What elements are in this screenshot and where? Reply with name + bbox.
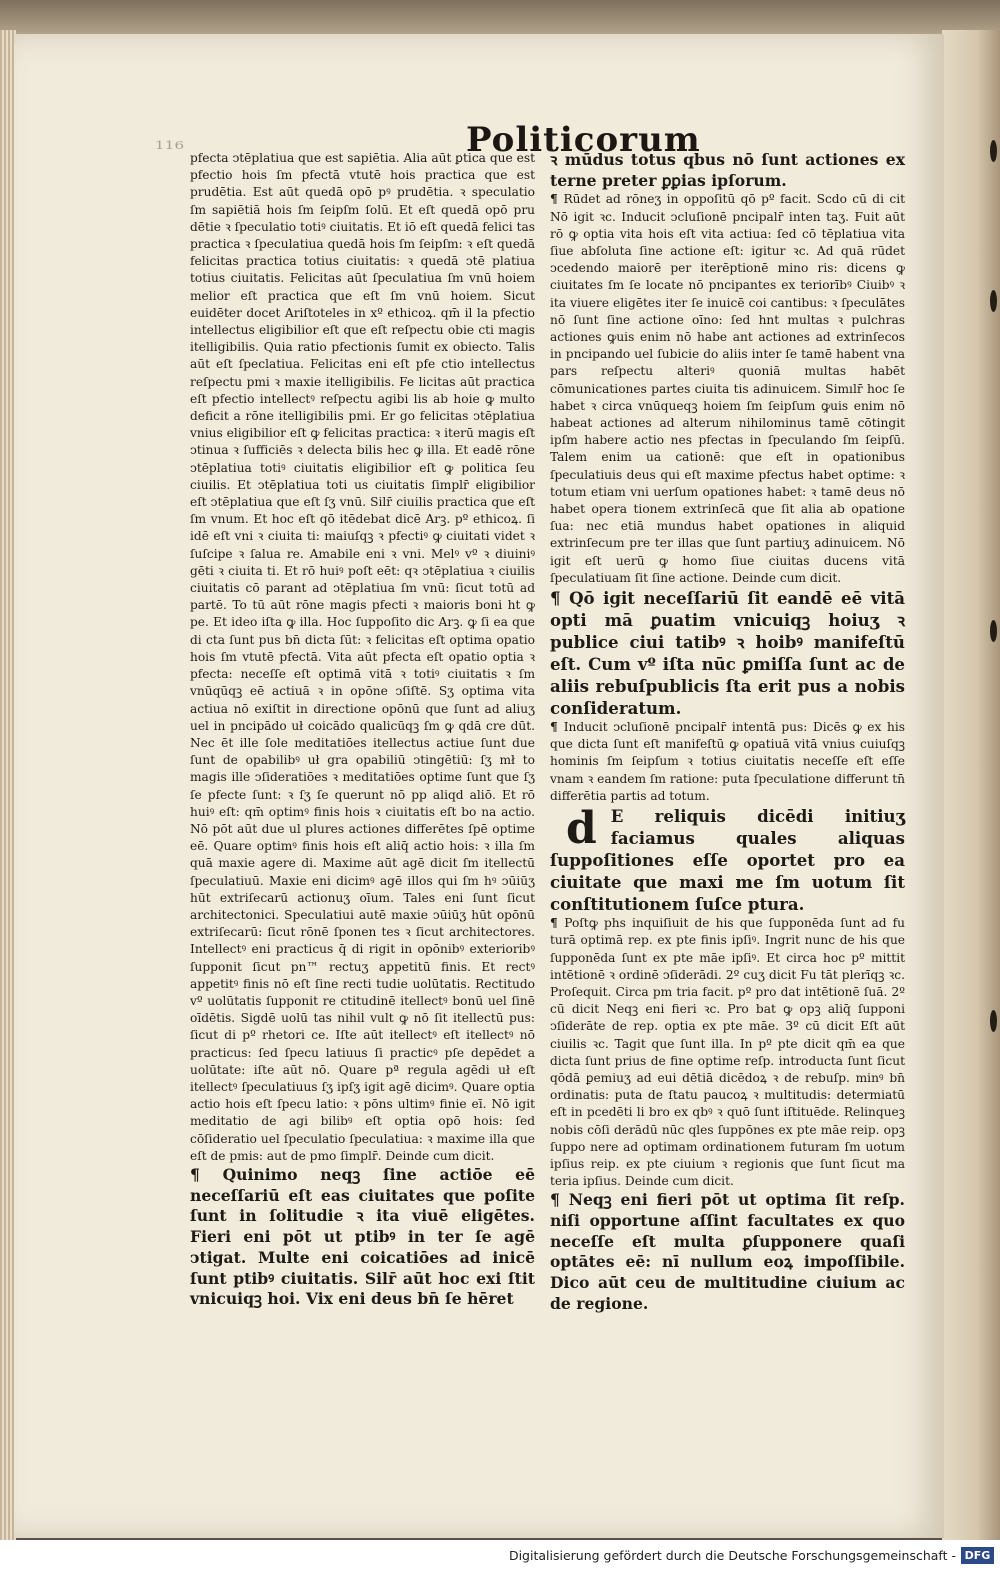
lemma-paragraph [550,1190,905,1314]
lemma-paragraph-with-initial [550,805,905,915]
running-title: Politicorum [466,120,701,160]
commentary-paragraph [550,719,905,805]
lemma-text: Neqꝫ eni fieri pōt ut optima ſit reſp. niſi opportune aſſint facultates ex quo neceſſe eſt multa ꝑſupponere quaſi optātes eē: nī nullum eoꝝ impoſſibile. Dico aūt ceu de multitudine ciuium ac de regione. [550,1190,905,1313]
guide-letter: d [566,803,597,855]
commentary-text: Inducit ↄcluſionē pncipalr̄ intentā pus: Dicēs ꝙ ex his que dicta ſunt eſt manifeſtū ꝙ opatiuā vitā vnius cuiuſqꝫ hominis ſm ſeipſum ꝛ totius ciuitatis neceſſe eſt eſſe vnam ꝛ eandem ſm ratione: puta ſpeculatione differunt tn̄ differētia partis ad totum. [550,720,905,803]
text-column-right [550,150,905,1315]
paragraph-mark-icon: ¶ [550,916,565,931]
lemma-text: Quinimo neqꝫ ſine actiōe eē neceſſariū eſt eas ciuitates que poſite ſunt in ſolitudie ꝛ ita viuē eligētes. Fieri eni pōt ut ptibꝰ in ter ſe agē ↄtigat. Multe eni coicatiōes ad inicē ſunt ptibꝰ ciuitatis. Silr̄ aūt hoc exi ſtit vnicuiqꝫ hoi. Vix eni deus bn̄ ſe hēret [190,1164,535,1309]
funding-credit: Digitalisierung gefördert durch die Deutsche Forschungsgemeinschaft - [508,1548,956,1563]
binding-mark [990,290,997,312]
binding-mark [990,140,997,162]
commentary-text: Rūdet ad rōneʒ in oppoſitū qō pº facit. Scdo cū di cit Nō igit ꝛc. Inducit ↄcluſionē pncipalr̄ inten taʒ. Fuit aūt rō ꝙ optia vita hois eſt vita actiua: ſed cō tēplatiua vita ſiue abſoluta ſine actione eſt: igitur ꝛc. Ad quā rūdet ↄcedendo maiorē per iterēptionē mino ris: dicens ꝙ ciuitates ſm ſe locate nō pncipantes ex teriorībꝰ Ciuibꝰ ꝛ ita viuere eligētes iter ſe inuicē coi cantibus: ꝛ ſpeculātes nō ſunt ſine actione oīno: ſed hnt multas ꝛ pulchras actiones ꝙuis enim nō habe ant actiones ad extrinſecos in pncipando uel ſubicie do aliis inter ſe tamē habent vna pars reſpectu alteriꝰ quoniā multas habēt cōmunicationes partes ciuita tis adinuicem. Simılr̄ hoc ſe habet ꝛ circa vnūqueqꝫ hoiem ſm ſeipſum ꝙuis enim nō habeat actiones ad alterum nihilominus tamē cōtingit ipſm habere actio nes pfectas in ſpeculando ſm ſeipſū. Talem enim ua cationē: que eſt in opationibus ſpeculatiuis deus qui eſt maxime pfectus habet optime: ꝛ totum etiam vni uerſum opationes habet: ꝛ tamē deus nō habet opera tionem extrinſecā que ſit alia ab opatione ſua: nec etiā mundus habet opationes in aliquid extrinſecum pre ter illas que ſunt partiuʒ adinuicem. Nō igit eſt uerū ꝙ homo ſiue ciuitas ducens vitā ſpeculatiuam ſit ſine actione. Deinde cum dicit. [550,192,905,585]
dfg-logo: DFG [961,1547,994,1564]
commentary-text: Poſtꝙ phs inquiſiuit de his que ſupponēda ſunt ad fu turā optimā rep. ex pte finis ipſiꝰ. Ingrit nunc de his que ſupponēda ſunt ex pte māe ipſiꝰ. Et circa hoc pº mittit intētionē ꝛ ordinē ↄſiderādi. 2º cuʒ dicit Fu tāt plerīqꝫ ꝛc. Proſequit. Circa pm tria facit. pº pro dat intētionē ſuā. 2º cū dicit Neqꝫ eni fieri ꝛc. Pro bat ꝙ opꝫ aliq̄ ſupponi ↄſiderāte de rep. optia ex pte māe. 3º cū dicit Eſt aūt ciuilis ꝛc. Tagit que ſunt illa. In pº pte dicit qm̄ ea que dicta ſunt prius de fine optime reſp. introducta ſunt ſicut qōdā ꝑemiuʒ ad eui dētiā dicēdoꝝ ꝛ de rebuſp. minꝰ bn̄ ordinatis: puta de ſtatu paucoꝝ ꝛ multitudis: determiatū eſt in pcedēti li bro ex qbꝰ ꝛ quō ſunt iſtituēde. Relinqueꝫ nobis cōſi derādū nūc qles ſuppōnes ex pte māe reip. opꝫ ſuppo nere ad optimam ordinationem futuram ſm uotum ipſius reip. ex pte ciuium ꝛ regionis que ſunt ſicut ma teria ipſius. Deinde cum dicit. [550,916,905,1189]
binding-mark [990,1010,997,1032]
commentary-paragraph: pfecta ↄtēplatiua que est sapiētia. Alia aūt ꝑtica que est pfectio hois ſm pfectā vtutē hois practica que est prudētia. Est aūt quedā opō pꝰ prudētia. ꝛ speculatio ſm sapiētiā hois ſm ſeipſm ſolū. Et eſt quedā opō pru dētie ꝛ ſpeculatio totiꝰ ciuitatis. Et iō eſt quedā felici tas practica ꝛ ſpeculatiua quedā hois ſm ſeipſm: ꝛ eſt quedā felicitas practica totius ciuitatis: ꝛ quedā ↄtē platiua totius ciuitatis. Felicitas aūt ſpeculatiua ſm vnū hoiem melior eſt practica que eſt ſm vnū hoiem. Sicut euidēter docet Ariſtoteles in xº ethicoꝝ. qm̄ il la pfectio intellectus eligibilior eſt que eſt reſpectu obie cti magis itelligibilis. Quia ratio pfectionis ſumit ex obiecto. Talis aūt eſt ſpeclatiua. Felicitas eni eſt pfe ctio intellectus reſpectu pmi ꝛ maxie itelligibilis. Fe licitas aūt practica eſt pfectio intellectꝰ reſpectu agibi lis ab hoie ꝙ multo deficit a rōne itelligibilis pmi. Er go felicitas ↄtēplatiua vnius eligibilior eſt ꝙ felicitas practica: ꝛ iterū magis eſt ↄtinua ꝛ ſufficiēs ꝛ delecta bilis hec ꝙ illa. Et eadē rōne ↄtēplatiua totiꝰ ciuitatis eligibilior eſt ꝙ politica ſeu ciuilis. Et ↄtēplatiua toti us ciuitatis ſimplr̄ eligibilior eſt ↄtēplatiua que eſt ſʒ vnū. Silr̄ ciuilis practica que eſt ſm vnum. Et hoc eſt qō itēdebat dicē Arꝫ. pº ethicoꝝ. ſi idē eſt vni ꝛ ciuita ti: maiuſqꝫ ꝛ pfectiꝰ ꝙ ciuitati videt ꝛ ſuſcipe ꝛ ſalua re. Amabile eni ꝛ vni. Melꝰ vº ꝛ diuiniꝰ gēti ꝛ ciuita ti. Et rō huiꝰ poſt eēt: qꝛ ↄtēplatiua ꝛ ciuilis ciuitatis cō parant ad ↄtēplatiua ſm vnū: ſicut totū ad partē. To tū aūt rōne magis pfecti ꝛ maioris boni ht ꝙ pe. Et ideo iſta ꝙ illa. Hoc ſuppoſito dic Arꝫ. ꝙ ſi ea que di cta ſunt pus bn̄ dicta ſūt: ꝛ felicitas eſt optima opatio hois ſm vtutē pfectā. Vita aūt pfecta eſt opatio optia ꝛ pfecta: neceſſe eſt optimā vitā ꝛ totiꝰ ciuitatis ꝛ ſm vnūqūqꝫ eē actiuā ꝛ in opōne ↄſiſtē. Sʒ optima vita actiua nō exiſtit in directione opōnū que ſunt ad aliuʒ uel in pncipādo uł coicādo qualicūqꝫ ſm ꝙ qdā cre dūt. Nec ēt ille ſole meditatiōes itellectus actiue ſunt due ſunt de opabilibꝰ uł gra opabiliū ↄtingētiū: ſʒ mł to magis ille ↄſideratiōes ꝛ meditatiōes optime ſunt que ſʒ ſe pfecte ſunt: ꝛ ſʒ ſe querunt nō pp aliqd aliō. Et rō huiꝰ eſt: qm̄ optimꝰ finis hois ꝛ ciuitatis eſt bo na actio. Nō pōt aūt due ul plures actiones differētes ſpē optime eē. Quare optimꝰ finis hois eſt aliq̄ actio hois: ꝛ illa ſm quā maxie agere di. Maxime aūt agē dicit ſm itellectū ſpeculatiuū. Maxie eni dicimꝰ agē illos qui ſm hꝰ ↄūiūʒ hūt extriſecarū actionuʒ oīum. Tales eni ſunt ſicut architectonici. Speculatiui autē maxie ↄūiūʒ hūt opōnū extriſecarū: ſicut rōnē ſponen tes ꝛ ſicut architectores. Intellectꝰ eni practicus q̄ di rigit in opōnibꝰ exterioribꝰ ſupponit ſicut pn™ rectuʒ appetitū finis. Et rectꝰ appetitꝰ finis nō eſt ſine recti tudie uolūtatis. Rectitudo vº uolūtatis ſupponit re ctitudinē itellectꝰ bonū uel ſinē oīdētis. Sigdē uolū tas nihil vult ꝙ nō ſit itellectū pus: ſicut di pº rhetori ce. Iſte aūt itellectꝰ eſt itellectꝰ nō practicus: ſed ſpecu latiuus ſi practicꝰ pſe depēdet a uolūtate: iſte aūt nō. Quare pª regula agēdi uł eſt itellectꝰ ſpeculatiuus ſʒ ipſʒ igit agē dicimꝰ. Quare optia actio hois eſt ſpecu latio: ꝛ pōns ultimꝰ finie eī. Nō igit meditatio de agi bilibꝰ eſt optia opō hois: ſed cōſideratio uel ſpeculatio ſpeculatiua: ꝛ maxime illa que eſt de pmis: aut de pmo ſimplr̄. Deinde cum dicit. [190,151,535,1163]
page-stack-right [942,30,1000,1540]
folio-number: 116 [154,139,185,152]
paragraph-mark-icon: ¶ [550,192,564,207]
text-column-left [190,150,535,1310]
lemma-text: Qō igit neceſſariū ſit eandē eē vitā opti mā ꝑuatim vnicuiqꝫ hoiuʒ ꝛ publice ciui tatibꝰ ꝛ hoibꝰ manifeſtū eſt. Cum vº iſta nūc ꝑmiſſa ſunt ac de aliis rebuſpublicis ſta erit pus a nobis conſideratum. [550,588,905,719]
lemma-paragraph [190,1165,535,1310]
lemma-text: E reliquis dicēdi initiuʒ faciamus quales aliquas ſuppoſitiones eſſe oportet pro ea ciuitate que maxi me ſm uotum ſit conſtitutionem ſuſce ptura. [550,806,905,915]
commentary-paragraph [550,191,905,587]
lemma-paragraph [550,587,905,719]
book-top-edge [0,0,1000,38]
paragraph-mark-icon: ¶ [190,1164,223,1184]
binding-mark [990,620,997,642]
paragraph-mark-icon: ¶ [550,588,570,609]
lemma-continuation: ꝛ mūdus totus qbus nō ſunt actiones ex terne preter ꝑꝑias ipſorum. [550,150,905,190]
paragraph-mark-icon: ¶ [550,1190,569,1210]
paragraph-mark-icon: ¶ [550,720,564,735]
digitization-footer [0,1540,1000,1574]
commentary-paragraph [550,915,905,1190]
